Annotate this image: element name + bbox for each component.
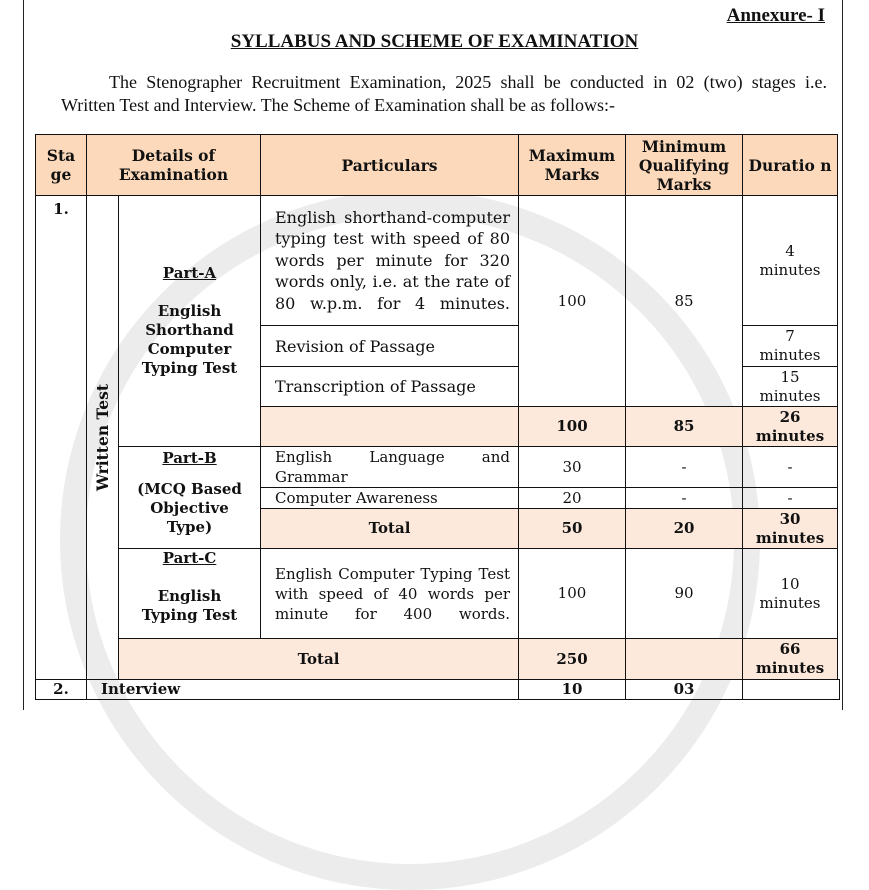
grand-total-min: [625, 638, 743, 680]
part-a-subtotal-min: 85: [625, 406, 743, 447]
part-a-max-marks: 100: [518, 195, 626, 407]
part-a-row-2-particular: Revision of Passage: [260, 325, 519, 367]
part-a-row-2-duration: 7 minutes: [742, 325, 838, 367]
interview-min: 03: [625, 679, 743, 700]
intro-paragraph: The Stenographer Recruitment Examination, 2025 shall be conducted in 02 (two) stages i.e. Written Test and Interview. The Scheme of Examination shall be as follows:-: [61, 72, 827, 115]
interview-label: Interview: [86, 679, 519, 700]
part-a-details: [118, 195, 261, 447]
part-c-min: 90: [625, 548, 743, 639]
stage-2-number: 2.: [35, 679, 87, 700]
page-border-left: [23, 0, 24, 710]
stage-number: 1.: [35, 195, 87, 680]
part-a-subtotal-label: [260, 406, 519, 447]
part-c-particular: English Computer Typing Test with speed of 40 words per minute for 400 words.: [260, 548, 519, 639]
part-b-subtotal-max: 50: [518, 508, 626, 549]
interview-duration: [742, 679, 840, 700]
part-b-row-2-max: 20: [518, 487, 626, 509]
part-a-subtotal-max: 100: [518, 406, 626, 447]
interview-max: 10: [518, 679, 626, 700]
written-test-label: Written Test: [93, 383, 112, 492]
grand-total-duration: 66 minutes: [742, 638, 838, 680]
part-a-name: English Shorthand Computer Typing Test: [141, 302, 238, 377]
part-b-row-1-min: -: [625, 446, 743, 488]
part-b-name: (MCQ Based Objective Type): [137, 480, 242, 536]
annexure-label: Annexure- I: [726, 5, 825, 26]
part-b-subtotal-min: 20: [625, 508, 743, 549]
page-title: SYLLABUS AND SCHEME OF EXAMINATION: [230, 31, 639, 52]
part-a-row-1-duration: 4 minutes: [742, 195, 838, 326]
part-b-row-1-max: 30: [518, 446, 626, 488]
part-c-name: English Typing Test: [141, 587, 238, 624]
written-test-group: [86, 195, 119, 680]
col-header-max-marks: Maximum Marks: [518, 134, 626, 196]
col-header-min-marks: Minimum Qualifying Marks: [625, 134, 743, 196]
part-b-details: [118, 446, 261, 549]
part-a-subtotal-duration: 26 minutes: [742, 406, 838, 447]
part-c-title: Part-C: [162, 549, 217, 567]
part-b-subtotal-label: Total: [260, 508, 519, 549]
part-b-row-2-min: -: [625, 487, 743, 509]
part-b-row-2-particular: Computer Awareness: [260, 487, 519, 509]
part-c-duration: 10 minutes: [742, 548, 838, 639]
col-header-details: Details of Examination: [86, 134, 261, 196]
part-a-row-3-duration: 15 minutes: [742, 366, 838, 407]
col-header-duration: Duratio n: [742, 134, 838, 196]
part-b-row-2-duration: -: [742, 487, 838, 509]
part-a-title: Part-A: [162, 264, 217, 282]
grand-total-max: 250: [518, 638, 626, 680]
part-a-row-3-particular: Transcription of Passage: [260, 366, 519, 407]
part-c-max: 100: [518, 548, 626, 639]
part-b-row-1-particular: English Language and Grammar: [260, 446, 519, 488]
col-header-stage: Sta ge: [35, 134, 87, 196]
part-b-row-1-duration: -: [742, 446, 838, 488]
part-a-row-1-particular: English shorthand-computer typing test with speed of 80 words per minute for 320 words only, i.e. at the rate of 80 w.p.m. for 4 minutes.: [260, 195, 519, 326]
part-a-min-marks: 85: [625, 195, 743, 407]
col-header-particulars: Particulars: [260, 134, 519, 196]
page-border-right: [842, 0, 843, 710]
part-c-details: [118, 548, 261, 639]
part-b-title: Part-B: [162, 449, 217, 467]
part-b-subtotal-duration: 30 minutes: [742, 508, 838, 549]
grand-total-label: Total: [118, 638, 519, 680]
